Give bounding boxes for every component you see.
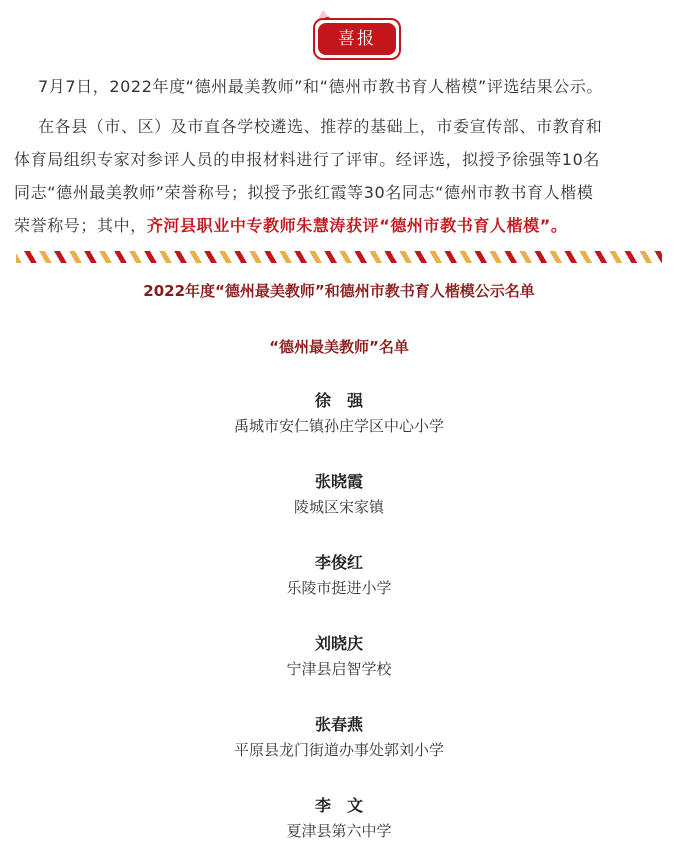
list-title: 2022年度“德州最美教师”和德州市教书育人楷模公示名单 xyxy=(143,282,535,300)
intro-paragraph: 7月7日，2022年度“德州最美教师”和“德州市教书育人楷模”评选结果公示。 xyxy=(38,77,604,96)
body-line-4 xyxy=(14,216,678,236)
highlight-text: 齐河县职业中专教师朱慧涛获评“德州市教书育人楷模”。 xyxy=(146,216,568,235)
honoree-unit: 宁津县启智学校 xyxy=(286,660,392,678)
list-subtitle: “德州最美教师”名单 xyxy=(269,338,409,356)
honoree-unit: 陵城区宋家镇 xyxy=(293,498,384,516)
body-line-1: 在各县（市、区）及市直各学校遴选、推荐的基础上，市委宣传部、市教育和 xyxy=(38,117,603,136)
honoree-name: 李 文 xyxy=(314,796,363,815)
honoree-unit: 禹城市安仁镇孙庄学区中心小学 xyxy=(233,417,444,435)
body-line-3: 同志“德州最美教师”荣誉称号；拟授予张红霞等30名同志“德州市教书育人楷模 xyxy=(14,183,594,202)
honoree-name: 张晓霞 xyxy=(314,472,363,491)
honoree-unit: 夏津县第六中学 xyxy=(286,822,392,840)
honoree-unit: 乐陵市挺进小学 xyxy=(286,579,392,597)
announcement-badge xyxy=(313,14,403,62)
honoree-name: 张春燕 xyxy=(314,715,363,734)
body-line-4-text: 荣誉称号；其中， xyxy=(14,216,147,235)
honoree-name: 李俊红 xyxy=(314,553,363,572)
badge-label: 喜报 xyxy=(318,23,396,55)
decorative-stripe-divider xyxy=(16,251,662,263)
body-line-2: 体育局组织专家对参评人员的申报材料进行了评审。经评选，拟授予徐强等10名 xyxy=(14,150,600,169)
honoree-name: 刘晓庆 xyxy=(314,634,363,653)
honoree-unit: 平原县龙门街道办事处郭刘小学 xyxy=(233,741,444,759)
honoree-name: 徐 强 xyxy=(314,391,363,410)
